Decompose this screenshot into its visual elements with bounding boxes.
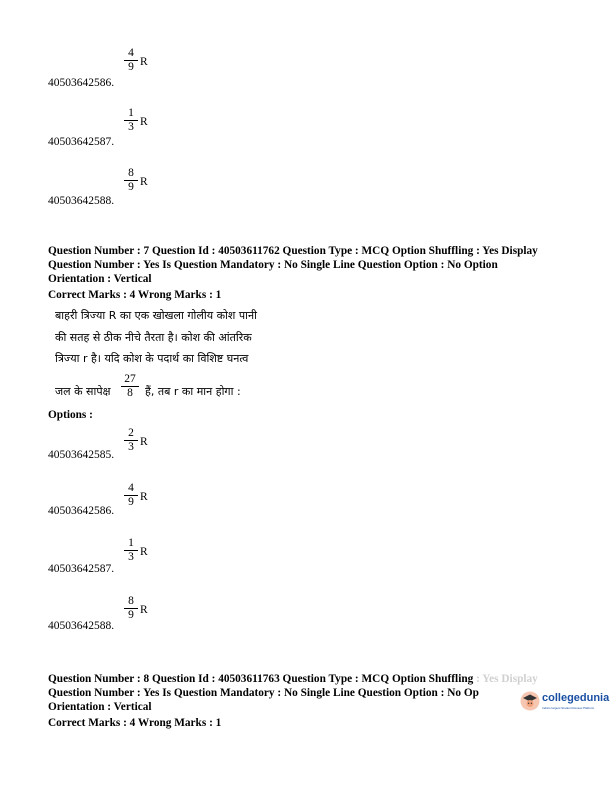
q7-header-line-2: Question Number : Yes Is Question Mandatory : No Single Line Question Option : No Option: [48, 259, 498, 271]
option-id: 40503642587.: [48, 136, 115, 148]
variable-r: R: [140, 176, 148, 188]
collegedunia-watermark: [518, 686, 612, 716]
q7-header-line-3: Orientation : Vertical: [48, 273, 152, 285]
q8-marks: Correct Marks : 4 Wrong Marks : 1: [48, 717, 222, 729]
q7-marks: Correct Marks : 4 Wrong Marks : 1: [48, 289, 222, 301]
brand-name: collegedunia: [542, 692, 610, 704]
option-id: 40503642586.: [48, 505, 115, 517]
q7-text-line-4b: हैं, तब r का मान होगा :: [145, 385, 241, 398]
question-8-header: [48, 672, 538, 730]
fraction: 8 9: [124, 168, 138, 193]
fraction: 8 9: [124, 596, 138, 621]
variable-r: R: [140, 56, 148, 68]
q7-text-line-3: त्रिज्या r है। यदि कोश के पदार्थ का विशिष्ट घनत्व: [55, 352, 249, 365]
q7-header-line-1: Question Number : 7 Question Id : 40503611762 Question Type : MCQ Option Shuffling : Yes Display: [48, 245, 538, 257]
option-id: 40503642588.: [48, 620, 115, 632]
variable-r: R: [140, 546, 148, 558]
option-id: 40503642585.: [48, 449, 115, 461]
variable-r: R: [140, 491, 148, 503]
option-id: 40503642586.: [48, 77, 115, 89]
fraction: 4 9: [124, 483, 138, 508]
graduate-icon: [520, 691, 540, 711]
variable-r: R: [140, 604, 148, 616]
brand-tagline: India's largest Student Review Platform: [542, 706, 595, 710]
variable-r: R: [140, 116, 148, 128]
fraction: 2 3: [124, 428, 138, 453]
q7-text-line-1: बाहरी त्रिज्या R का एक खोखला गोलीय कोश पानी: [55, 309, 257, 322]
q8-header-line-2: Question Number : Yes Is Question Mandatory : No Single Line Question Option : No Op: [48, 687, 479, 699]
variable-r: R: [140, 436, 148, 448]
fraction: 1 3: [124, 108, 138, 133]
q7-text-line-4a: जल के सापेक्ष: [55, 385, 111, 398]
q8-header-line-1: Question Number : 8 Question Id : 40503611763 Question Type : MCQ Option Shuffling : Yes Display: [48, 673, 538, 685]
option-id: 40503642587.: [48, 563, 115, 575]
options-label: Options :: [48, 409, 93, 421]
fraction: 1 3: [124, 538, 138, 563]
question-7-header: [48, 244, 538, 302]
fraction: 4 9: [124, 48, 138, 73]
density-fraction: 27 8: [121, 374, 139, 399]
q7-text-line-2: की सतह से ठीक नीचे तैरता है। कोश की आंतरिक: [55, 331, 252, 344]
option-id: 40503642588.: [48, 195, 115, 207]
q8-header-line-3: Orientation : Vertical: [48, 701, 152, 713]
